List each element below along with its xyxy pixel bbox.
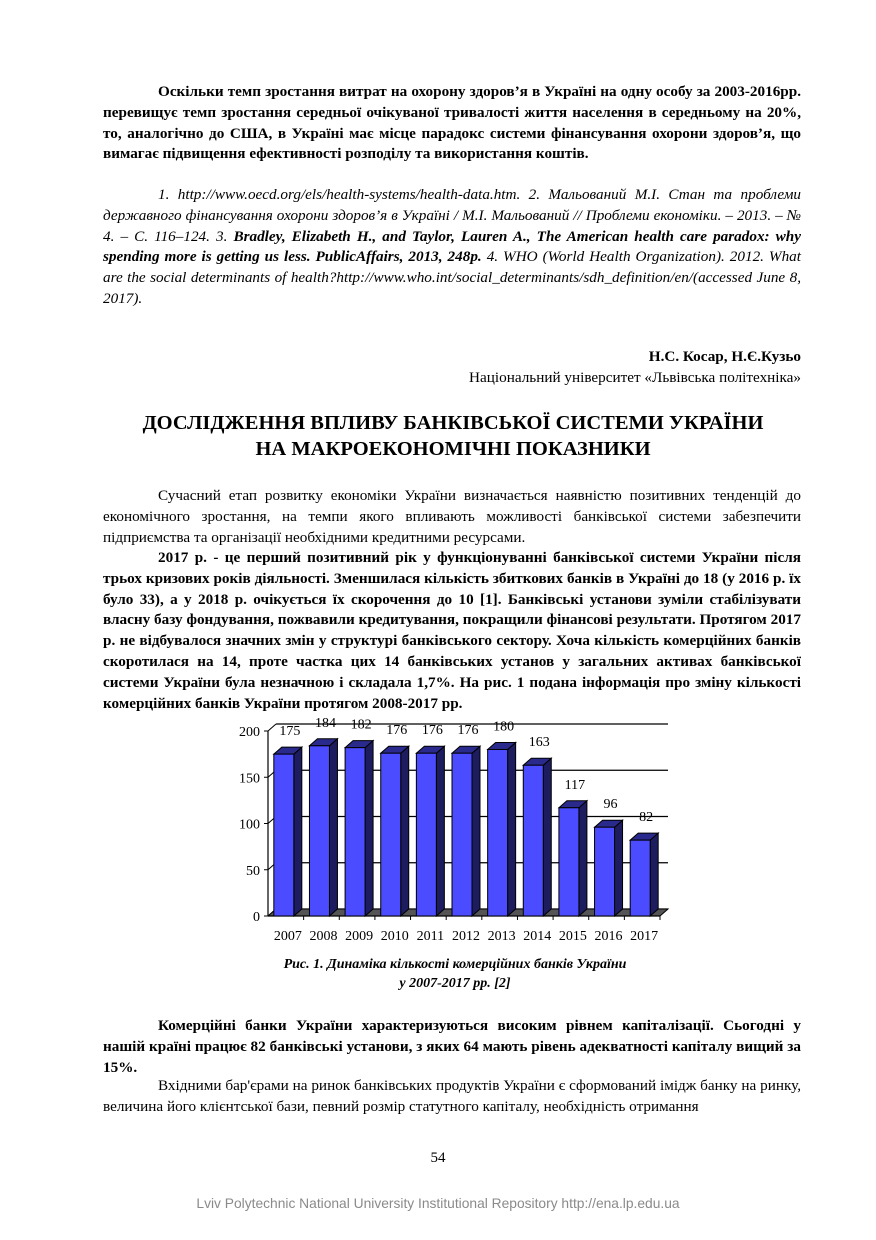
bar-side-2008 (329, 739, 337, 916)
y-tick-label: 150 (239, 771, 260, 787)
bar-2013 (488, 750, 508, 917)
x-tick-label-2012: 2012 (452, 929, 480, 944)
data-label-2014: 163 (528, 735, 550, 751)
bar-side-2009 (365, 741, 373, 916)
x-tick-label-2017: 2017 (630, 929, 659, 944)
bar-side-2007 (294, 747, 302, 916)
bar-side-2015 (579, 801, 587, 916)
article-title-line-2: НА МАКРОЕКОНОМІЧНІ ПОКАЗНИКИ (255, 438, 651, 460)
article-title (80, 410, 826, 462)
x-tick-label-2013: 2013 (487, 929, 516, 944)
bar-side-2012 (472, 746, 480, 916)
x-tick-label-2009: 2009 (345, 929, 374, 944)
intro-paragraph: Оскільки темп зростання витрат на охорону здоров’я в Україні на одну особу за 2003-2016рр. перевищує темп зростання середньої очікуваної тривалості життя населення в середньому на 20%, то, аналогічно до США, в Україні має місце парадокс системи фінансування охорони здоров’я, що вимагає підвищення ефективності розподілу та використання коштів. (103, 83, 801, 163)
bar-side-2011 (436, 746, 444, 916)
figure-caption-line-1: Рис. 1. Динаміка кількості комерційних банків України (283, 957, 627, 972)
gridline-depth-200 (268, 724, 276, 731)
x-tick-label-2014: 2014 (523, 929, 552, 944)
bar-2014 (523, 765, 543, 916)
bar-side-2016 (615, 820, 623, 916)
x-tick-label-2010: 2010 (380, 929, 409, 944)
bar-side-2013 (508, 743, 516, 917)
figure-caption-line-2: у 2007-2017 рр. [2] (399, 976, 511, 991)
data-label-2012: 176 (457, 723, 479, 739)
author-names: Н.С. Косар, Н.Є.Кузьо (648, 348, 801, 365)
data-label-2009: 182 (350, 717, 372, 733)
references-part-1: 1. http://www.oecd.org/els/health-systems/health-data.htm. 2. Мальований М.І. Стан та проблеми державного фінансування охорони здоров’я в Україні / М.І. Мальований // Проблеми економіки. – 2013. – № 4. – С. 116–124. 3. (103, 186, 801, 245)
figure-caption (230, 955, 680, 993)
x-tick-label-2011: 2011 (416, 929, 445, 944)
paragraph-1: Сучасний етап розвитку економіки України визначається наявністю позитивних тенденцій до економічного зростання, на темпи якого впливають можливості банківської системи забезпечити підприємства та організації необхідними кредитними ресурсами. (103, 487, 801, 546)
paragraph-2: 2017 р. - це перший позитивний рік у функціонуванні банківської системи України після трьох кризових років діяльності. Зменшилася кількість збиткових банків в Україні до 18 (у 2016 р. їх було 33), а у 2018 р. очікується їх скорочення до 10 [1]. Банківські установи зуміли стабілізувати власну базу фондування, пожвавили кредитування, покращили фінансові результати. Протягом 2017 р. не відбувалося значних змін у структурі банківського сектору. Хоча кількість комерційних банків скоротилася на 14, проте частка цих 14 банківських установ у загальних активах банківської системи України була незначною і складала 1,7%. На рис. 1 подана інформація про зміну кількості комерційних банків України протягом 2008-2017 рр. (103, 549, 801, 712)
article-title-line-1: ДОСЛІДЖЕННЯ ВПЛИВУ БАНКІВСЬКОЇ СИСТЕМИ УКРАЇНИ (142, 412, 764, 434)
bar-chart-svg (220, 715, 690, 950)
references-part-3: 4. WHO (World Health Organization). 2012. What are the social determinants of health?http://www.who.int/social_determinants/sdh_definition/en/(accessed June 8, 2017). (103, 248, 801, 307)
bar-2009 (345, 748, 365, 916)
data-label-2016: 96 (603, 797, 618, 813)
bar-2008 (309, 746, 329, 916)
y-tick-label: 100 (239, 817, 260, 833)
x-tick-label-2015: 2015 (558, 929, 587, 944)
y-tick-label: 0 (253, 910, 260, 925)
author-affiliation: Національний університет «Львівська політехніка» (469, 368, 801, 386)
bar-2007 (274, 754, 294, 916)
bar-2012 (452, 753, 472, 916)
data-label-2017: 82 (639, 810, 654, 826)
authors-block (469, 347, 801, 389)
y-tick-label: 200 (239, 725, 260, 740)
bar-side-2017 (650, 833, 658, 916)
paragraph-3: Комерційні банки України характеризуються високим рівнем капіталізації. Сьогодні у нашій країні працює 82 банківські установи, з яких 64 мають рівень адекватності капіталу вищий за 15%. (103, 1017, 801, 1076)
bar-chart (220, 715, 690, 950)
bar-2016 (595, 827, 615, 916)
page-number: 54 (430, 1150, 446, 1166)
repository-footer: Lviv Polytechnic National University Institutional Repository http://ena.lp.edu.ua (196, 1196, 680, 1211)
data-label-2013: 180 (493, 719, 515, 735)
paragraph-4: Вхідними бар'єрами на ринок банківських продуктів України є сформований імідж банку на ринку, величина його клієнтської бази, певний розмір статутного капіталу, необхідність отримання (103, 1077, 801, 1115)
x-tick-label-2016: 2016 (594, 929, 623, 944)
data-label-2015: 117 (564, 777, 586, 793)
data-label-2008: 184 (314, 715, 336, 731)
data-label-2011: 176 (421, 723, 443, 739)
bar-2010 (381, 753, 401, 916)
x-tick-label-2007: 2007 (273, 929, 302, 944)
data-label-2007: 175 (279, 724, 301, 740)
references-bold-citation: Bradley, Elizabeth H., and Taylor, Lauren A., The American health care paradox: why spending more is getting us less. PublicAffairs, 2013, 248p. (103, 227, 801, 266)
x-tick-label-2008: 2008 (309, 929, 338, 944)
bar-2015 (559, 808, 579, 916)
references-list (103, 185, 801, 310)
bar-2017 (630, 840, 650, 916)
data-label-2010: 176 (386, 723, 408, 739)
bar-2011 (416, 753, 436, 916)
bar-side-2014 (543, 758, 551, 916)
y-tick-label: 50 (246, 863, 260, 879)
bar-side-2010 (401, 746, 409, 916)
